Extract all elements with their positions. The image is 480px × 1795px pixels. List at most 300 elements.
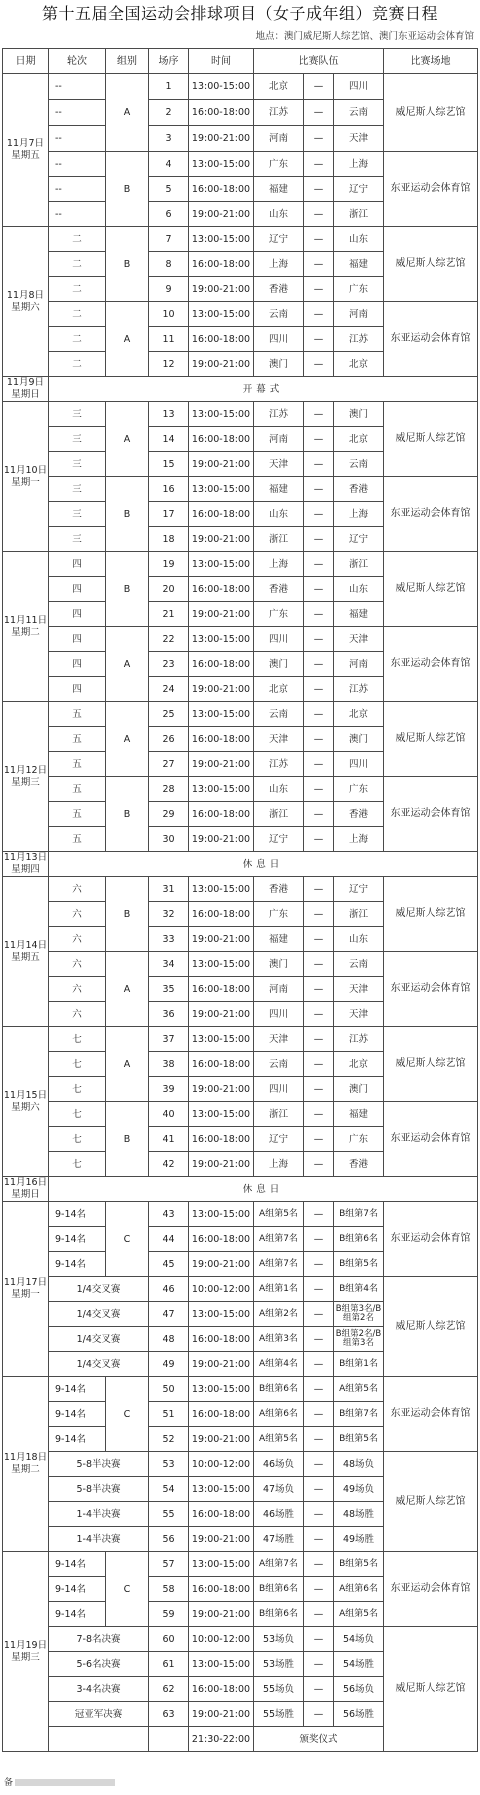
date-cell: 11月14日星期五 <box>3 877 49 1027</box>
round-cell: 5-8半决赛 <box>49 1452 149 1477</box>
venue-cell: 东亚运动会体育馆 <box>384 952 478 1027</box>
date-cell: 11月7日星期五 <box>3 74 49 227</box>
team-a-cell: 上海 <box>254 552 304 577</box>
date-cell: 11月12日星期三 <box>3 702 49 852</box>
round-cell: 六 <box>49 902 106 927</box>
dash-cell: — <box>304 1002 334 1027</box>
match-no-cell: 53 <box>149 1452 189 1477</box>
time-cell: 13:00-15:00 <box>189 702 254 727</box>
time-cell: 16:00-18:00 <box>189 1052 254 1077</box>
time-cell: 19:00-21:00 <box>189 452 254 477</box>
team-a-cell: 香港 <box>254 577 304 602</box>
team-b-cell: 浙江 <box>334 202 384 227</box>
dash-cell: — <box>304 227 334 252</box>
team-a-cell: 山东 <box>254 777 304 802</box>
dash-cell: — <box>304 202 334 227</box>
team-a-cell: 辽宁 <box>254 227 304 252</box>
date-cell: 11月11日星期二 <box>3 552 49 702</box>
time-cell: 19:00-21:00 <box>189 1002 254 1027</box>
match-no-cell: 29 <box>149 802 189 827</box>
team-b-cell: 浙江 <box>334 552 384 577</box>
team-b-cell: B组第3名/B组第2名 <box>334 1302 384 1327</box>
team-b-cell: 北京 <box>334 427 384 452</box>
round-cell: 五 <box>49 702 106 727</box>
footer-note <box>4 1775 474 1791</box>
time-cell: 16:00-18:00 <box>189 577 254 602</box>
group-cell: A <box>106 74 149 152</box>
group-cell: A <box>106 402 149 477</box>
round-cell: 五 <box>49 727 106 752</box>
round-cell: 9-14名 <box>49 1227 106 1252</box>
date-cell: 11月18日星期二 <box>3 1377 49 1552</box>
team-b-cell: 北京 <box>334 702 384 727</box>
page-title: 第十五届全国运动会排球项目（女子成年组）竞赛日程 <box>41 4 438 23</box>
opening-ceremony-cell: 开幕式 <box>49 377 478 402</box>
header-group: 组别 <box>106 49 149 74</box>
team-a-cell: 46场胜 <box>254 1502 304 1527</box>
match-no-cell: 45 <box>149 1252 189 1277</box>
footer-label: 备 <box>4 1778 14 1788</box>
venue-cell: 东亚运动会体育馆 <box>384 1377 478 1452</box>
team-a-cell: 四川 <box>254 327 304 352</box>
team-a-cell: 天津 <box>254 452 304 477</box>
table-row <box>3 1277 478 1302</box>
team-a-cell: A组第6名 <box>254 1402 304 1427</box>
venue-cell: 东亚运动会体育馆 <box>384 302 478 377</box>
round-cell: 七 <box>49 1127 106 1152</box>
table-row <box>3 227 478 252</box>
table-row <box>3 1177 478 1202</box>
team-b-cell: 54场负 <box>334 1627 384 1652</box>
round-cell: 六 <box>49 1002 106 1027</box>
round-cell: 9-14名 <box>49 1202 106 1227</box>
match-no-cell: 54 <box>149 1477 189 1502</box>
match-no-cell: 10 <box>149 302 189 327</box>
team-a-cell: 北京 <box>254 677 304 702</box>
team-a-cell: 河南 <box>254 126 304 152</box>
team-a-cell: 53场负 <box>254 1627 304 1652</box>
group-cell: B <box>106 1102 149 1177</box>
dash-cell: — <box>304 702 334 727</box>
team-a-cell: 辽宁 <box>254 1127 304 1152</box>
team-b-cell: B组第5名 <box>334 1552 384 1577</box>
team-b-cell: 48场负 <box>334 1452 384 1477</box>
team-a-cell: 河南 <box>254 427 304 452</box>
match-no-cell: 48 <box>149 1327 189 1352</box>
time-cell: 16:00-18:00 <box>189 177 254 202</box>
team-b-cell: A组第5名 <box>334 1377 384 1402</box>
team-a-cell: 云南 <box>254 702 304 727</box>
time-cell: 19:00-21:00 <box>189 602 254 627</box>
team-a-cell: A组第7名 <box>254 1252 304 1277</box>
time-cell: 19:00-21:00 <box>189 1527 254 1552</box>
team-a-cell: 山东 <box>254 502 304 527</box>
group-cell: A <box>106 702 149 777</box>
match-no-cell: 40 <box>149 1102 189 1127</box>
dash-cell: — <box>304 177 334 202</box>
team-a-cell: 47场胜 <box>254 1527 304 1552</box>
team-b-cell: 山东 <box>334 577 384 602</box>
match-no-cell: 15 <box>149 452 189 477</box>
time-cell: 19:00-21:00 <box>189 202 254 227</box>
team-a-cell: 澳门 <box>254 352 304 377</box>
team-a-cell: 上海 <box>254 252 304 277</box>
match-no-cell: 19 <box>149 552 189 577</box>
time-cell: 19:00-21:00 <box>189 277 254 302</box>
team-a-cell: 浙江 <box>254 1102 304 1127</box>
time-cell: 16:00-18:00 <box>189 902 254 927</box>
time-cell: 19:00-21:00 <box>189 126 254 152</box>
match-no-cell: 3 <box>149 126 189 152</box>
dash-cell: — <box>304 877 334 902</box>
dash-cell: — <box>304 1527 334 1552</box>
table-row <box>3 552 478 577</box>
time-cell: 19:00-21:00 <box>189 1252 254 1277</box>
team-a-cell: 辽宁 <box>254 827 304 852</box>
time-cell: 19:00-21:00 <box>189 827 254 852</box>
team-b-cell: 四川 <box>334 74 384 100</box>
team-b-cell: 天津 <box>334 1002 384 1027</box>
round-cell <box>49 1727 149 1752</box>
match-no-cell: 28 <box>149 777 189 802</box>
match-no-cell: 22 <box>149 627 189 652</box>
match-no-cell: 47 <box>149 1302 189 1327</box>
table-row <box>3 74 478 100</box>
round-cell: 六 <box>49 977 106 1002</box>
venue-cell: 东亚运动会体育馆 <box>384 1202 478 1277</box>
team-b-cell: 天津 <box>334 126 384 152</box>
time-cell: 13:00-15:00 <box>189 1552 254 1577</box>
venue-cell: 东亚运动会体育馆 <box>384 1552 478 1627</box>
team-b-cell: 49场负 <box>334 1477 384 1502</box>
dash-cell: — <box>304 552 334 577</box>
team-b-cell: 广东 <box>334 777 384 802</box>
round-cell: 六 <box>49 927 106 952</box>
team-a-cell: 澳门 <box>254 652 304 677</box>
group-cell: C <box>106 1202 149 1277</box>
dash-cell: — <box>304 277 334 302</box>
round-cell: 1/4交叉赛 <box>49 1277 149 1302</box>
round-cell: 七 <box>49 1027 106 1052</box>
dash-cell: — <box>304 1677 334 1702</box>
table-row <box>3 1202 478 1227</box>
team-a-cell: 天津 <box>254 1027 304 1052</box>
group-cell: A <box>106 1027 149 1102</box>
dash-cell: — <box>304 252 334 277</box>
team-b-cell: 福建 <box>334 602 384 627</box>
dash-cell: — <box>304 977 334 1002</box>
dash-cell: — <box>304 1452 334 1477</box>
team-a-cell: A组第7名 <box>254 1227 304 1252</box>
dash-cell: — <box>304 152 334 177</box>
table-row <box>3 302 478 327</box>
team-b-cell: 香港 <box>334 1152 384 1177</box>
team-b-cell: 澳门 <box>334 1077 384 1102</box>
team-a-cell: 江苏 <box>254 100 304 126</box>
team-b-cell: B组第5名 <box>334 1252 384 1277</box>
match-no-cell: 57 <box>149 1552 189 1577</box>
round-cell: 9-14名 <box>49 1552 106 1577</box>
venue-cell: 东亚运动会体育馆 <box>384 152 478 227</box>
time-cell: 13:00-15:00 <box>189 74 254 100</box>
dash-cell: — <box>304 1302 334 1327</box>
header-match-no: 场序 <box>149 49 189 74</box>
time-cell: 19:00-21:00 <box>189 1702 254 1727</box>
round-cell: 五 <box>49 827 106 852</box>
dash-cell: — <box>304 502 334 527</box>
match-no-cell: 4 <box>149 152 189 177</box>
time-cell: 19:00-21:00 <box>189 1427 254 1452</box>
match-no-cell: 5 <box>149 177 189 202</box>
schedule-table <box>2 48 478 1752</box>
team-b-cell: 天津 <box>334 977 384 1002</box>
round-cell: 五 <box>49 752 106 777</box>
team-b-cell: B组第4名 <box>334 1277 384 1302</box>
group-cell: B <box>106 152 149 227</box>
time-cell: 16:00-18:00 <box>189 1577 254 1602</box>
venue-cell: 威尼斯人综艺馆 <box>384 227 478 302</box>
team-b-cell: A组第5名 <box>334 1602 384 1627</box>
table-row <box>3 402 478 427</box>
dash-cell: — <box>304 1202 334 1227</box>
round-cell: 四 <box>49 552 106 577</box>
table-row <box>3 1027 478 1052</box>
round-cell: 三 <box>49 427 106 452</box>
team-a-cell: 53场胜 <box>254 1652 304 1677</box>
match-no-cell: 6 <box>149 202 189 227</box>
team-b-cell: 福建 <box>334 252 384 277</box>
date-cell: 11月9日星期日 <box>3 377 49 402</box>
table-row <box>3 952 478 977</box>
time-cell: 10:00-12:00 <box>189 1627 254 1652</box>
time-cell: 13:00-15:00 <box>189 302 254 327</box>
round-cell: 七 <box>49 1077 106 1102</box>
venue-cell: 东亚运动会体育馆 <box>384 1102 478 1177</box>
team-a-cell: 云南 <box>254 1052 304 1077</box>
match-no-cell: 30 <box>149 827 189 852</box>
team-a-cell: 四川 <box>254 1002 304 1027</box>
award-ceremony-cell: 颁奖仪式 <box>254 1727 384 1752</box>
venue-cell: 威尼斯人综艺馆 <box>384 1027 478 1102</box>
team-a-cell: 46场负 <box>254 1452 304 1477</box>
dash-cell: — <box>304 100 334 126</box>
round-cell: 9-14名 <box>49 1377 106 1402</box>
round-cell: -- <box>49 152 106 177</box>
time-cell: 16:00-18:00 <box>189 100 254 126</box>
date-cell: 11月16日星期日 <box>3 1177 48 1200</box>
team-b-cell: 河南 <box>334 652 384 677</box>
team-b-cell: 辽宁 <box>334 877 384 902</box>
date-cell: 11月19日星期三 <box>3 1552 49 1752</box>
dash-cell: — <box>304 1552 334 1577</box>
team-b-cell: 56场胜 <box>334 1702 384 1727</box>
dash-cell: — <box>304 1277 334 1302</box>
time-cell: 10:00-12:00 <box>189 1452 254 1477</box>
dash-cell: — <box>304 302 334 327</box>
group-cell: B <box>106 877 149 952</box>
time-cell: 19:00-21:00 <box>189 1152 254 1177</box>
match-no-cell: 46 <box>149 1277 189 1302</box>
time-cell: 16:00-18:00 <box>189 252 254 277</box>
match-no-cell: 56 <box>149 1527 189 1552</box>
dash-cell: — <box>304 74 334 100</box>
round-cell: -- <box>49 202 106 227</box>
round-cell: 冠亚军决赛 <box>49 1702 149 1727</box>
dash-cell: — <box>304 1502 334 1527</box>
dash-cell: — <box>304 477 334 502</box>
time-cell: 13:00-15:00 <box>189 1377 254 1402</box>
match-no-cell: 61 <box>149 1652 189 1677</box>
team-b-cell: 浙江 <box>334 902 384 927</box>
team-b-cell: B组第1名 <box>334 1352 384 1377</box>
round-cell: 二 <box>49 327 106 352</box>
time-cell: 16:00-18:00 <box>189 802 254 827</box>
round-cell: -- <box>49 177 106 202</box>
team-b-cell: 天津 <box>334 627 384 652</box>
dash-cell: — <box>304 1402 334 1427</box>
team-b-cell: 福建 <box>334 1102 384 1127</box>
team-b-cell: B组第7名 <box>334 1402 384 1427</box>
team-b-cell: 54场胜 <box>334 1652 384 1677</box>
header-row <box>3 49 478 74</box>
team-a-cell: A组第1名 <box>254 1277 304 1302</box>
round-cell: 1-4半决赛 <box>49 1502 149 1527</box>
team-a-cell: 福建 <box>254 927 304 952</box>
team-a-cell: 江苏 <box>254 402 304 427</box>
round-cell: -- <box>49 100 106 126</box>
match-no-cell: 18 <box>149 527 189 552</box>
dash-cell: — <box>304 1152 334 1177</box>
team-b-cell: 北京 <box>334 1052 384 1077</box>
match-no-cell: 43 <box>149 1202 189 1227</box>
dash-cell: — <box>304 427 334 452</box>
round-cell: 四 <box>49 677 106 702</box>
dash-cell: — <box>304 952 334 977</box>
venue-cell: 威尼斯人综艺馆 <box>384 1627 478 1752</box>
team-b-cell: B组第5名 <box>334 1427 384 1452</box>
table-row <box>3 1627 478 1652</box>
team-a-cell: 江苏 <box>254 752 304 777</box>
redacted-text <box>15 1779 115 1786</box>
team-a-cell: 广东 <box>254 152 304 177</box>
match-no-cell: 31 <box>149 877 189 902</box>
round-cell: 二 <box>49 227 106 252</box>
dash-cell: — <box>304 1327 334 1352</box>
round-cell: 七 <box>49 1152 106 1177</box>
match-no-cell: 33 <box>149 927 189 952</box>
time-cell: 16:00-18:00 <box>189 1402 254 1427</box>
match-no-cell: 34 <box>149 952 189 977</box>
team-b-cell: 四川 <box>334 752 384 777</box>
match-no-cell: 50 <box>149 1377 189 1402</box>
match-no-cell: 41 <box>149 1127 189 1152</box>
dash-cell: — <box>304 1627 334 1652</box>
header-teams: 比赛队伍 <box>254 49 384 74</box>
team-a-cell: 广东 <box>254 602 304 627</box>
time-cell: 13:00-15:00 <box>189 1302 254 1327</box>
match-no-cell: 42 <box>149 1152 189 1177</box>
dash-cell: — <box>304 1127 334 1152</box>
round-cell: 三 <box>49 452 106 477</box>
match-no-cell: 11 <box>149 327 189 352</box>
match-no-cell: 37 <box>149 1027 189 1052</box>
group-cell: B <box>106 227 149 302</box>
dash-cell: — <box>304 1602 334 1627</box>
time-cell: 19:00-21:00 <box>189 927 254 952</box>
round-cell: 六 <box>49 952 106 977</box>
date-cell: 11月17日星期一 <box>3 1202 49 1377</box>
round-cell: 二 <box>49 302 106 327</box>
round-cell: 5-8半决赛 <box>49 1477 149 1502</box>
time-cell: 19:00-21:00 <box>189 752 254 777</box>
time-cell: 19:00-21:00 <box>189 1352 254 1377</box>
round-cell: -- <box>49 126 106 152</box>
venue-cell: 威尼斯人综艺馆 <box>384 74 478 152</box>
dash-cell: — <box>304 752 334 777</box>
match-no-cell: 59 <box>149 1602 189 1627</box>
time-cell: 16:00-18:00 <box>189 1327 254 1352</box>
time-cell: 21:30-22:00 <box>189 1727 254 1752</box>
dash-cell: — <box>304 402 334 427</box>
match-no-cell: 58 <box>149 1577 189 1602</box>
team-b-cell: 56场负 <box>334 1677 384 1702</box>
header-round: 轮次 <box>49 49 106 74</box>
dash-cell: — <box>304 1577 334 1602</box>
dash-cell: — <box>304 452 334 477</box>
venue-cell: 东亚运动会体育馆 <box>384 627 478 702</box>
time-cell: 16:00-18:00 <box>189 427 254 452</box>
dash-cell: — <box>304 677 334 702</box>
group-cell: B <box>106 552 149 627</box>
match-no-cell: 16 <box>149 477 189 502</box>
round-cell: 3-4名决赛 <box>49 1677 149 1702</box>
dash-cell: — <box>304 1702 334 1727</box>
venue-cell: 威尼斯人综艺馆 <box>384 877 478 952</box>
group-cell: C <box>106 1552 149 1627</box>
team-a-cell: A组第5名 <box>254 1202 304 1227</box>
team-a-cell: A组第7名 <box>254 1552 304 1577</box>
time-cell: 19:00-21:00 <box>189 527 254 552</box>
round-cell: 三 <box>49 527 106 552</box>
dash-cell: — <box>304 627 334 652</box>
match-no-cell: 49 <box>149 1352 189 1377</box>
match-no-cell <box>149 1727 189 1752</box>
time-cell: 19:00-21:00 <box>189 1602 254 1627</box>
dash-cell: — <box>304 777 334 802</box>
dash-cell: — <box>304 1377 334 1402</box>
time-cell: 13:00-15:00 <box>189 877 254 902</box>
header-venue: 比赛场地 <box>384 49 478 74</box>
table-row <box>3 1102 478 1127</box>
match-no-cell: 35 <box>149 977 189 1002</box>
team-a-cell: B组第6名 <box>254 1577 304 1602</box>
match-no-cell: 38 <box>149 1052 189 1077</box>
time-cell: 16:00-18:00 <box>189 1677 254 1702</box>
team-a-cell: 云南 <box>254 302 304 327</box>
team-b-cell: 辽宁 <box>334 177 384 202</box>
group-cell: B <box>106 477 149 552</box>
match-no-cell: 62 <box>149 1677 189 1702</box>
group-cell: B <box>106 777 149 852</box>
match-no-cell: 14 <box>149 427 189 452</box>
table-row <box>3 477 478 502</box>
team-b-cell: 云南 <box>334 452 384 477</box>
round-cell: 9-14名 <box>49 1252 106 1277</box>
dash-cell: — <box>304 802 334 827</box>
time-cell: 10:00-12:00 <box>189 1277 254 1302</box>
team-a-cell: 香港 <box>254 877 304 902</box>
time-cell: 13:00-15:00 <box>189 402 254 427</box>
